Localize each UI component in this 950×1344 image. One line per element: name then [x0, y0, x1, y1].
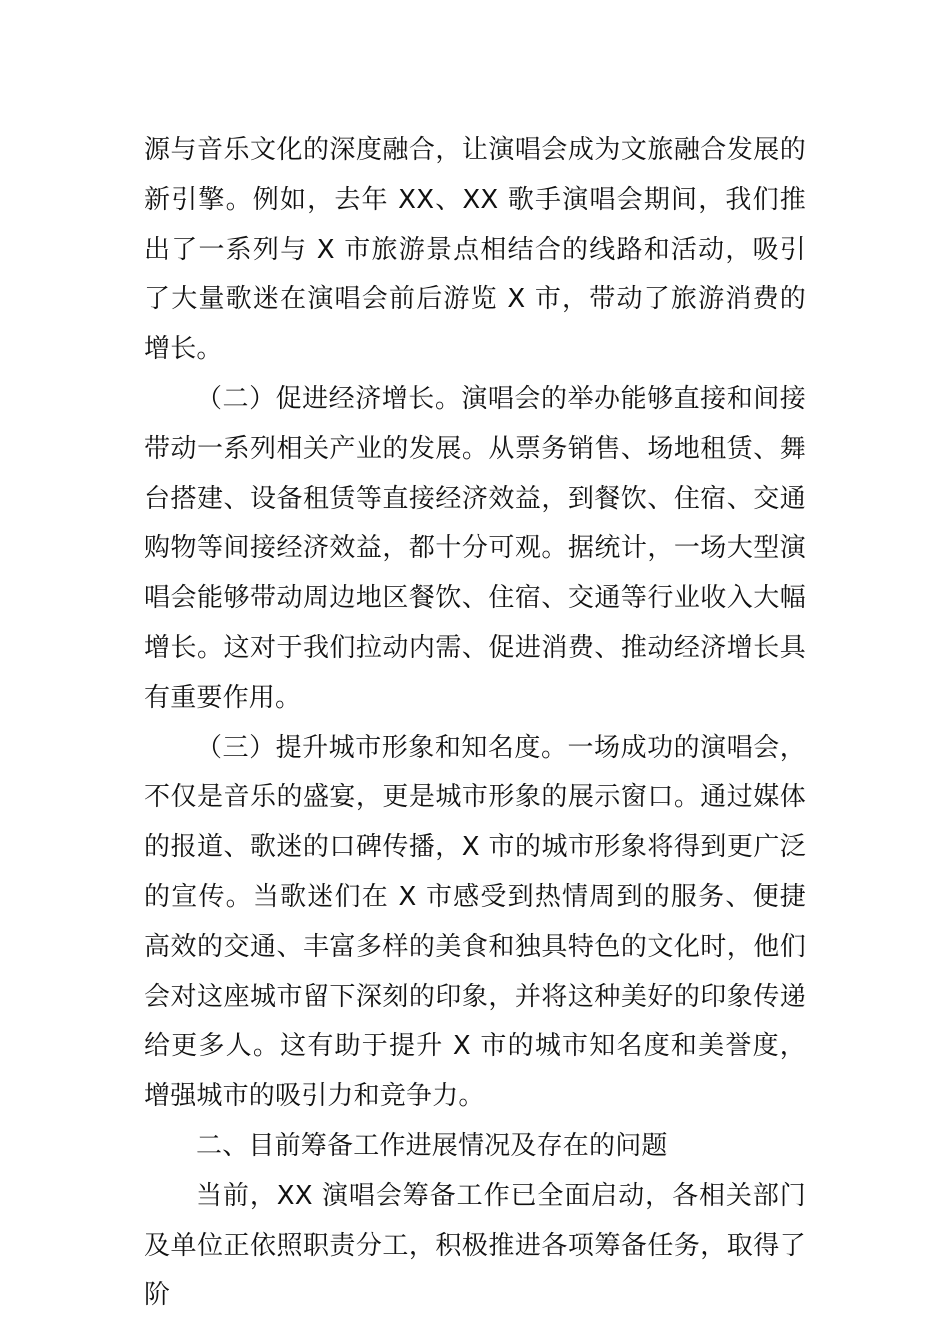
paragraph-city-image: （三）提升城市形象和知名度。一场成功的演唱会，不仅是音乐的盛宴，更是城市形象的展示窗口。通过媒体的报道、歌迷的口碑传播，X 市的城市形象将得到更广泛的宣传。当歌迷们在 X 市感受到热情周到的服务、便捷高效的交通、丰富多样的美食和独具特色的文化时，他们会对这座城市留下深刻的印象，并将这种美好的印象传递给更多人。这有助于提升 X 市的城市知名度和美誉度，增强城市的吸引力和竞争力。 [144, 732, 806, 1112]
paragraph-economic-growth: （二）促进经济增长。演唱会的举办能够直接和间接带动一系列相关产业的发展。从票务销售、场地租赁、舞台搭建、设备租赁等直接经济效益，到餐饮、住宿、交通购物等间接经济效益，都十分可观。据统计，一场大型演唱会能够带动周边地区餐饮、住宿、交通等行业收入大幅增长。这对于我们拉动内需、促进消费、推动经济增长具有重要作用。 [144, 383, 806, 713]
section-heading-progress: 二、目前筹备工作进展情况及存在的问题 [196, 1130, 668, 1161]
paragraph-preparation-status: 当前，XX 演唱会筹备工作已全面启动，各相关部门及单位正依照职责分工，积极推进各项筹备任务，取得了阶 [144, 1180, 806, 1311]
paragraph-continuation: 源与音乐文化的深度融合，让演唱会成为文旅融合发展的新引擎。例如，去年 XX、XX 歌手演唱会期间，我们推出了一系列与 X 市旅游景点相结合的线路和活动，吸引了大量歌迷在演唱会前后游览 X 市，带动了旅游消费的增长。 [144, 135, 806, 365]
document-body [144, 126, 806, 1321]
